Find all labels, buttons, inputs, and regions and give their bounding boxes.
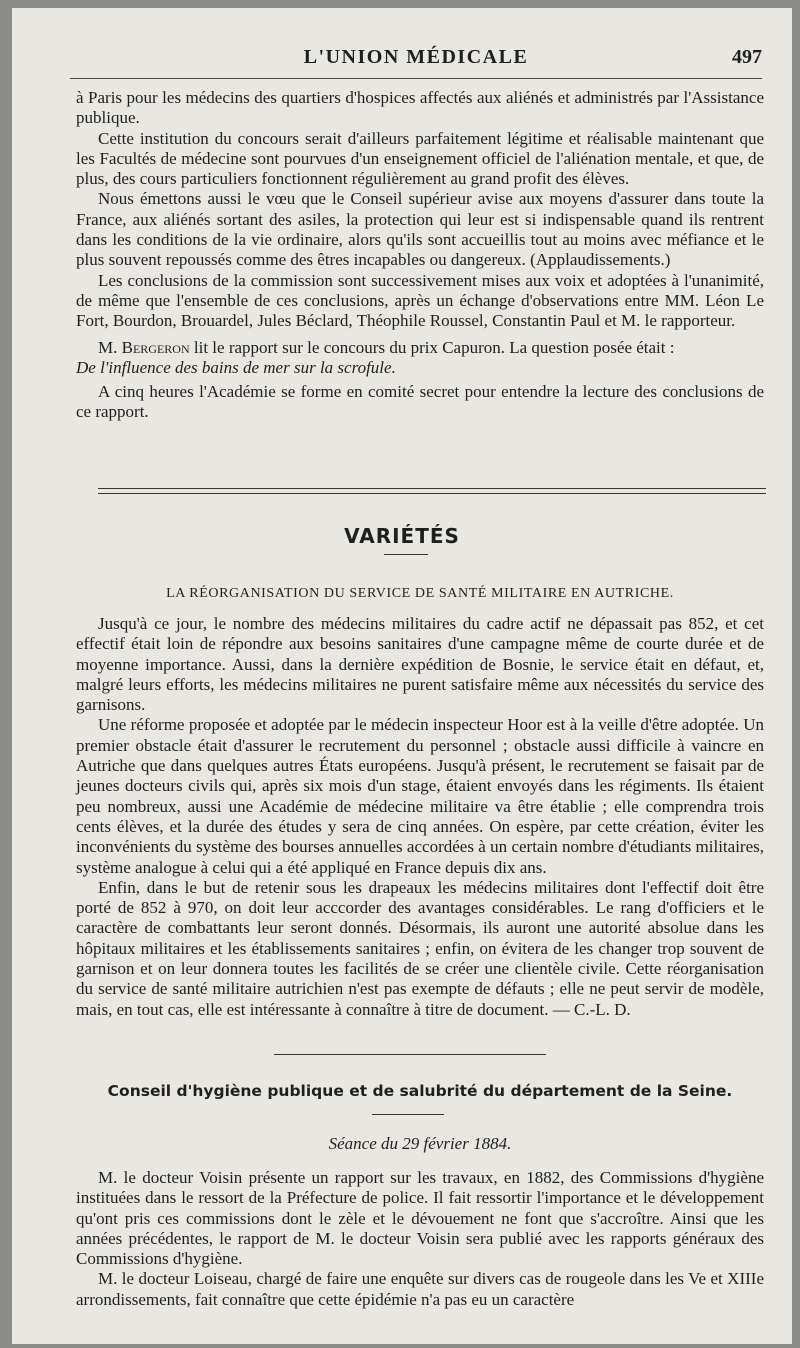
short-rule bbox=[274, 1054, 546, 1055]
paragraph: à Paris pour les médecins des quartiers d'hospices affectés aux aliénés et administrés par l'Assistance publique. bbox=[76, 88, 764, 128]
session-date: Séance du 29 février 1884. bbox=[328, 1134, 512, 1153]
prize-question: De l'influence des bains de mer sur la scrofule. bbox=[76, 357, 396, 377]
journal-page bbox=[12, 8, 792, 1344]
paragraph: Jusqu'à ce jour, le nombre des médecins militaires du cadre actif ne dépassait pas 852, et cet effectif était loin de répondre aux besoins sanitaires d'une campagne même de courte durée et de moyenne importance. Aussi, dans la dernière expédition de Bosnie, le service était en défaut, et, malgré leurs efforts, les médecins militaires ne purent satisfaire même aux nécessités du service des garnisons. bbox=[76, 614, 764, 715]
page-number: 497 bbox=[732, 46, 762, 68]
section-heading-varietes: VARIÉTÉS bbox=[344, 524, 460, 548]
journal-title: L'UNION MÉDICALE bbox=[303, 46, 529, 68]
header-rule bbox=[70, 78, 762, 79]
paragraph: Nous émettons aussi le vœu que le Conseil supérieur avise aux moyens d'assurer dans toute la France, aux aliénés sortant des asiles, la protection qui leur est si indispensable quand ils rentrent dans les conditions de la vie ordinaire, alors qu'ils sont accueillis tout au moins avec méfiance et le plus souvent repoussés comme des êtres incapables ou dangereux. (Applaudissements.) bbox=[76, 189, 764, 270]
paragraph: A cinq heures l'Académie se forme en comité secret pour entendre la lecture des conclusions de ce rapport. bbox=[76, 382, 764, 422]
short-rule bbox=[372, 1114, 444, 1115]
paragraph: Les conclusions de la commission sont successivement mises aux voix et adoptées à l'unanimité, de même que l'ensemble de ces conclusions, après un échange d'observations entre MM. Léon Le Fort, Bourdon, Brouardel, Jules Béclard, Théophile Roussel, Constantin Paul et M. le rapporteur. bbox=[76, 270, 764, 331]
speaker-name: M. Bergeron bbox=[98, 337, 190, 357]
paragraph: Une réforme proposée et adoptée par le médecin inspecteur Hoor est à la veille d'être adoptée. Un premier obstacle était d'assurer le recrutement du personnel ; obstacle aussi difficile à vaincre en Autriche que dans quelques autres États européens. Jusqu'à présent, le recrutement se faisait par de jeunes docteurs civils qui, après six mois d'un stage, étaient envoyés dans les régiments. Ils étaient peu nombreux, aussi une Académie de médecine militaire va être établie ; elle comprendra trois cents élèves, et la durée des études y sera de cinq années. On espère, par cette création, éviter les inconvénients du système des bourses annuelles accordées à un certain nombre d'étudiants militaires, système analogue à celui qui a été appliqué en France depuis dix ans. bbox=[76, 715, 764, 877]
running-header bbox=[70, 42, 762, 76]
paragraph: M. le docteur Voisin présente un rapport sur les travaux, en 1882, des Commissions d'hygiène instituées dans le ressort de la Préfecture de police. Il fait ressortir l'importance et le développement qu'ont pris ces commissions dont le zèle et le dévouement ne font que s'accroître. Ainsi que les années précédentes, le rapport de M. le docteur Voisin sera publié avec les rapports généraux des Commissions d'hygiène. bbox=[76, 1168, 764, 1269]
article-subheading: LA RÉORGANISATION DU SERVICE DE SANTÉ MILITAIRE EN AUTRICHE. bbox=[166, 586, 674, 601]
conseil-heading: Conseil d'hygiène publique et de salubrité du département de la Seine. bbox=[107, 1082, 733, 1100]
paragraph: M. le docteur Loiseau, chargé de faire une enquête sur divers cas de rougeole dans les Ve et XIIIe arrondissements, fait connaître que cette épidémie n'a pas eu un caractère bbox=[76, 1269, 764, 1309]
academie-section bbox=[76, 88, 764, 423]
section-divider bbox=[98, 488, 766, 494]
paragraph: Enfin, dans le but de retenir sous les drapeaux les médecins militaires dont l'effectif doit être porté de 852 à 970, on doit leur acccorder des avantages considérables. Le rang d'officiers et le caractère de combattants leur seront donnés. Désormais, ils auront une autorité absolue dans les hôpitaux militaires et les établissements sanitaires ; enfin, on évitera de les changer trop souvent de garnison et on leur donnera toutes les facilités de se créer une clientèle civile. Cette réorganisation du service de santé militaire autrichien n'est pas exempte de défauts ; elle ne peut servir de modèle, mais, en tout cas, elle est intéressante à connaître à titre de document. — C.-L. D. bbox=[76, 877, 764, 1019]
conseil-section bbox=[76, 1168, 764, 1310]
paragraph-bergeron bbox=[76, 338, 764, 379]
bergeron-text: lit le rapport sur le concours du prix Capuron. La question posée était : bbox=[189, 337, 675, 357]
short-rule bbox=[384, 554, 428, 555]
varietes-article bbox=[76, 614, 764, 1020]
paragraph: Cette institution du concours serait d'ailleurs parfaitement légitime et réalisable maintenant que les Facultés de médecine sont pourvues d'un enseignement officiel de l'aliénation mentale, et que, de plus, des cours particuliers fonctionnent régulièrement au grand profit des élèves. bbox=[76, 128, 764, 189]
